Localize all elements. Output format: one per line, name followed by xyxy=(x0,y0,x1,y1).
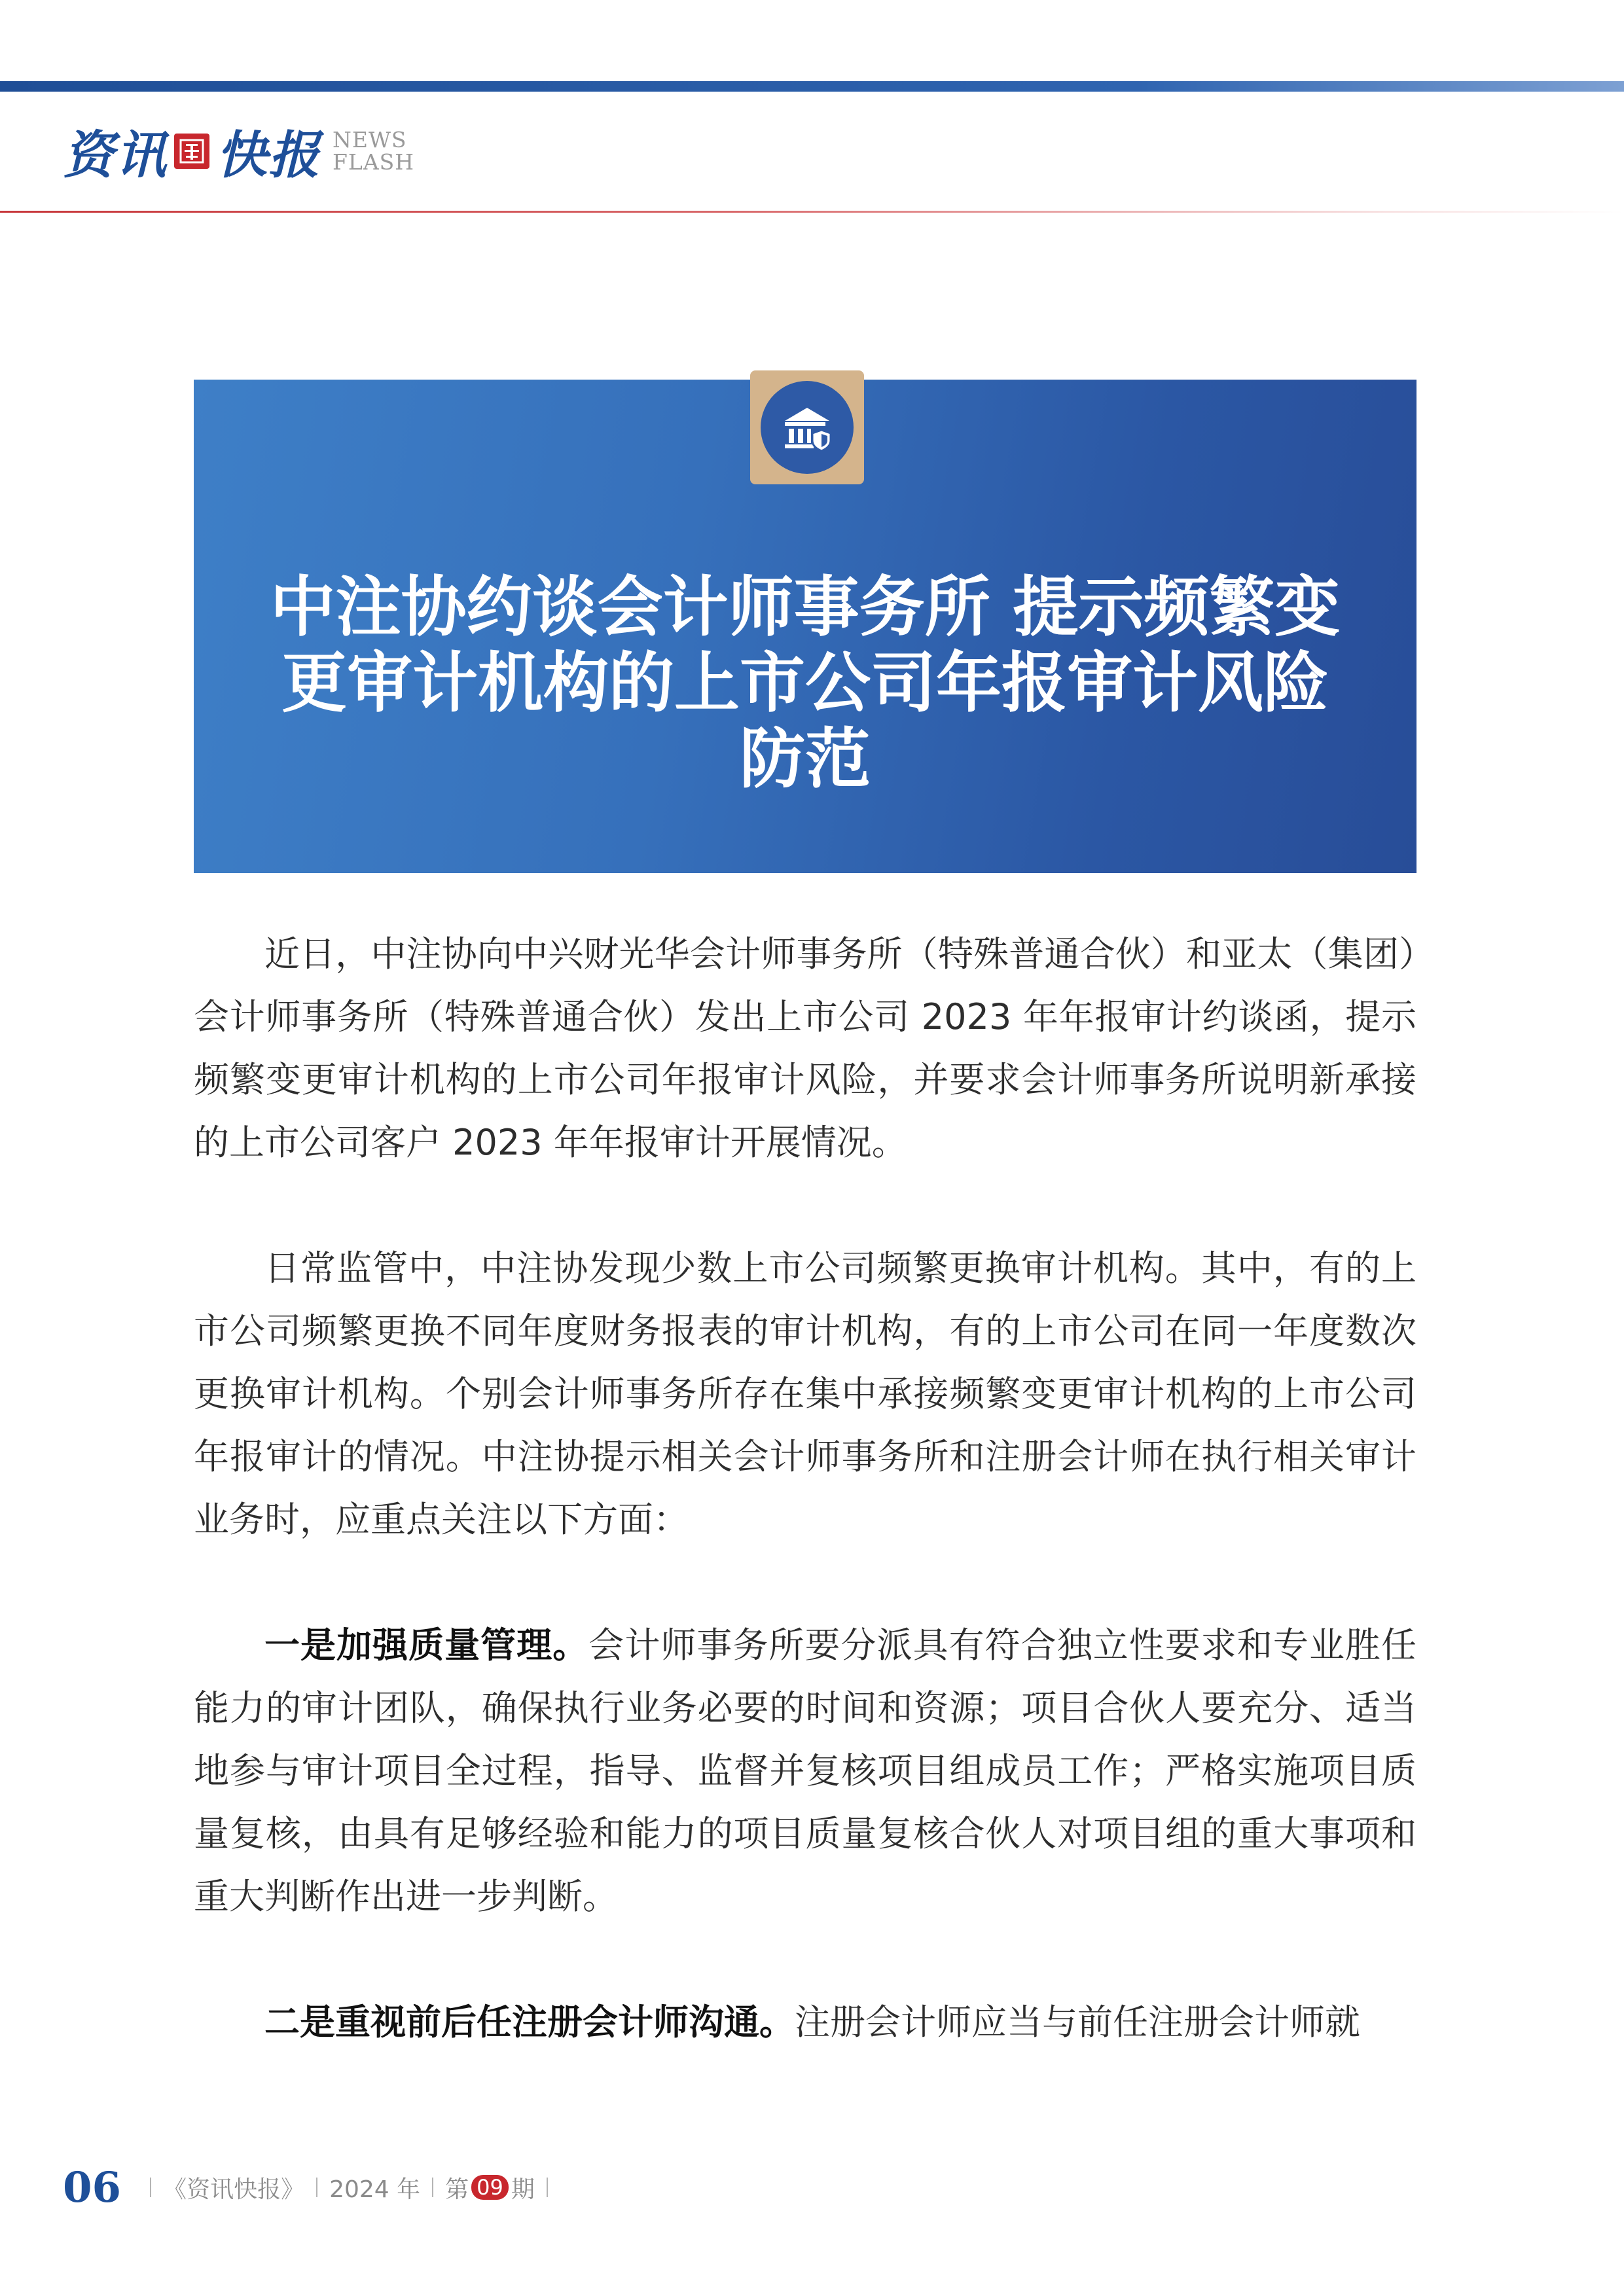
news-flash-label xyxy=(333,129,414,173)
article-title-line: 中注协约谈会计师事务所 提示频繁变 xyxy=(270,569,1341,645)
news-label: NEWS xyxy=(333,127,407,152)
publication-year: 2024 年 xyxy=(329,2176,421,2203)
article-title-line: 更审计机构的上市公司年报审计风险 xyxy=(281,645,1329,721)
footer-divider xyxy=(150,2178,151,2197)
publication-name: 《资讯快报》 xyxy=(163,2176,305,2203)
title-badge xyxy=(750,370,864,484)
article-title xyxy=(194,569,1416,797)
page-number: 06 xyxy=(63,2162,122,2212)
top-color-bar xyxy=(0,81,1624,92)
cicpa-seal-icon xyxy=(174,134,209,169)
flash-label: FLASH xyxy=(333,149,415,175)
paragraph-lead: 二是重视前后任注册会计师沟通。 xyxy=(264,2001,795,2043)
masthead-title-left: 资讯 xyxy=(63,126,168,185)
header-divider xyxy=(0,211,1624,213)
paragraph-4 xyxy=(194,1991,1416,2054)
issue-suffix: 期 xyxy=(511,2176,535,2203)
paragraph-text: 近日，中注协向中兴财光华会计师事务所（特殊普通合伙）和亚太（集团）会计师事务所（特殊普通合伙）发出上市公司 2023 年年报审计约谈函，提示频繁变更审计机构的上市公司年报审计风险，并要求会计师事务所说明新承接的上市公司客户 2023 年年报审计开展情况。 xyxy=(194,933,1416,1163)
paragraph-1 xyxy=(194,923,1416,1174)
paragraph-text: 日常监管中，中注协发现少数上市公司频繁更换审计机构。其中，有的上市公司频繁更换不同年度财务报表的审计机构，有的上市公司在同一年度数次更换审计机构。个别会计师事务所存在集中承接频繁变更审计机构的上市公司年报审计的情况。中注协提示相关会计师事务所和注册会计师在执行相关审计业务时，应重点关注以下方面： xyxy=(194,1247,1416,1540)
paragraph-2 xyxy=(194,1237,1416,1551)
footer-divider xyxy=(432,2178,433,2197)
paragraph-text: 注册会计师应当与前任注册会计师就 xyxy=(795,2001,1360,2043)
bank-shield-icon xyxy=(761,381,854,474)
issue-number: 09 xyxy=(471,2175,509,2200)
issue-prefix: 第 xyxy=(445,2176,469,2203)
paragraph-text: 会计师事务所要分派具有符合独立性要求和专业胜任能力的审计团队，确保执行业务必要的时间和资源；项目合伙人要充分、适当地参与审计项目全过程，指导、监督并复核项目组成员工作；严格实施项目质量复核，由具有足够经验和能力的项目质量复核合伙人对项目组的重大事项和重大判断作出进一步判断。 xyxy=(194,1624,1417,1917)
paragraph-3 xyxy=(194,1614,1416,1928)
masthead xyxy=(63,115,414,187)
masthead-title-right: 快报 xyxy=(216,126,321,185)
footer-divider xyxy=(547,2178,548,2197)
paragraph-lead: 一是加强质量管理。 xyxy=(264,1624,589,1666)
footer-divider xyxy=(316,2178,317,2197)
page-footer xyxy=(63,2161,560,2214)
article-title-line: 防范 xyxy=(740,721,871,797)
article-body xyxy=(194,923,1416,2117)
